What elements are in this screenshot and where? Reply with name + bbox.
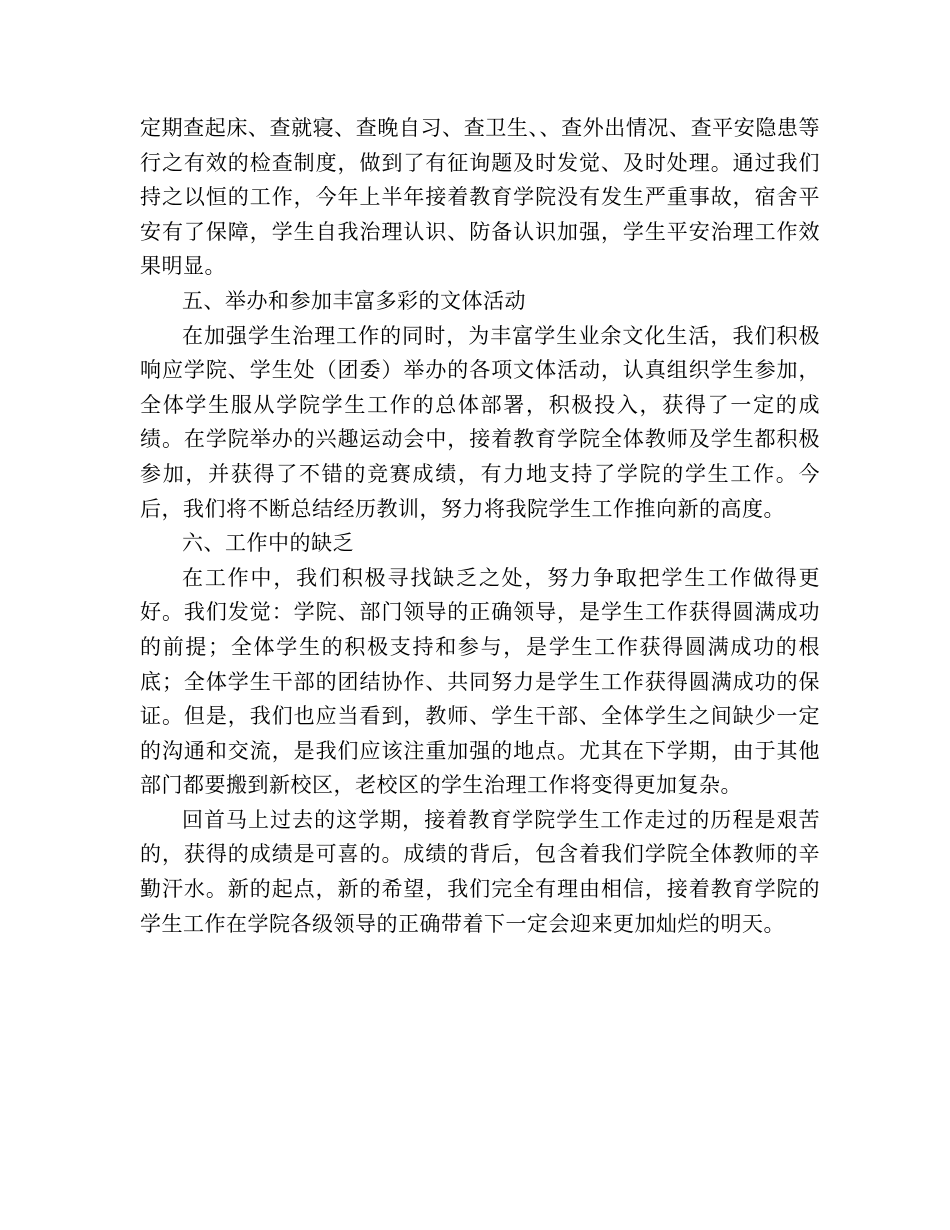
paragraph-section-six: 在工作中，我们积极寻找缺乏之处，努力争取把学生工作做得更好。我们发觉：学院、部门领导的正确领导，是学生工作获得圆满成功的前提；全体学生的积极支持和参与，是学生工作获得圆满成功的根底；全体学生干部的团结协作、共同努力是学生工作获得圆满成功的保证。但是，我们也应当看到，教师、学生干部、全体学生之间缺少一定的沟通和交流，是我们应该注重加强的地点。尤其在下学期，由于其他部门都要搬到新校区，老校区的学生治理工作将变得更加复杂。	[140, 565, 820, 798]
paragraph-continuation: 定期查起床、查就寝、查晚自习、查卫生、、查外出情况、查平安隐患等行之有效的检查制度，做到了有征询题及时发觉、及时处理。通过我们持之以恒的工作，今年上半年接着教育学院没有发生严重事故，宿舍平安有了保障，学生自我治理认识、防备认识加强，学生平安治理工作效果明显。	[140, 116, 820, 279]
document-body	[140, 111, 820, 941]
section-heading-five: 五、举办和参加丰富多彩的文体活动	[182, 288, 526, 313]
section-heading-six: 六、工作中的缺乏	[182, 531, 354, 556]
paragraph-conclusion: 回首马上过去的这学期，接着教育学院学生工作走过的历程是艰苦的，获得的成绩是可喜的。成绩的背后，包含着我们学院全体教师的辛勤汗水。新的起点，新的希望，我们完全有理由相信，接着教育学院的学生工作在学院各级领导的正确带着下一定会迎来更加灿烂的明天。	[140, 807, 820, 936]
paragraph-section-five: 在加强学生治理工作的同时，为丰富学生业余文化生活，我们积极响应学院、学生处（团委）举办的各项文体活动，认真组织学生参加，全体学生服从学院学生工作的总体部署，积极投入，获得了一定的成绩。在学院举办的兴趣运动会中，接着教育学院全体教师及学生都积极参加，并获得了不错的竞赛成绩，有力地支持了学院的学生工作。今后，我们将不断总结经历教训，努力将我院学生工作推向新的高度。	[140, 323, 820, 521]
